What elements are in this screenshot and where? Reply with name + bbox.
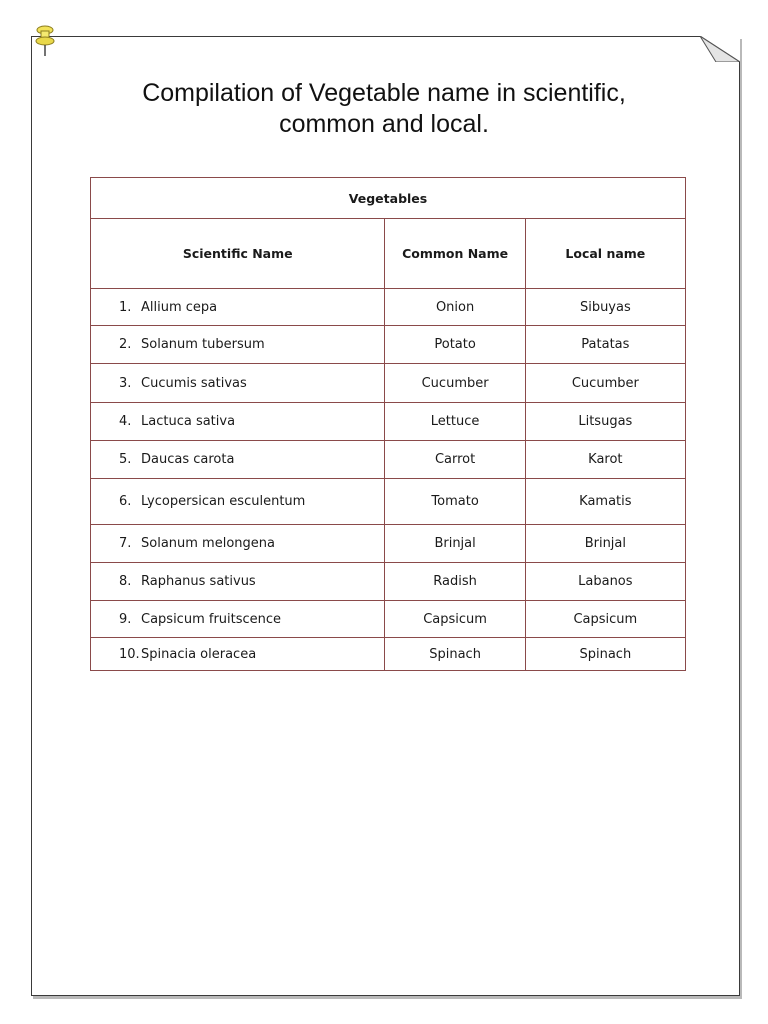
- scientific-name-text: Solanum tubersum: [141, 337, 265, 352]
- cell-scientific-name: [91, 326, 385, 364]
- cell-local-name: Spinach: [525, 638, 685, 671]
- cell-common-name: Capsicum: [385, 601, 525, 638]
- cell-common-name: Spinach: [385, 638, 525, 671]
- row-number: 10.: [119, 646, 140, 662]
- row-number: 6.: [119, 494, 132, 509]
- group-header-vegetables: Vegetables: [91, 178, 686, 219]
- document-title: [0, 78, 768, 140]
- table-row: [91, 601, 686, 638]
- pushpin-icon: [34, 24, 56, 58]
- cell-scientific-name: [91, 289, 385, 326]
- table-row: [91, 563, 686, 601]
- cell-common-name: Onion: [385, 289, 525, 326]
- scientific-name-text: Raphanus sativus: [141, 574, 256, 589]
- row-number: 1.: [119, 299, 132, 315]
- cell-local-name: Brinjal: [525, 525, 685, 563]
- table-row: [91, 479, 686, 525]
- table-body: [91, 289, 686, 671]
- table-row: [91, 525, 686, 563]
- cell-common-name: Tomato: [385, 479, 525, 525]
- cell-local-name: Karot: [525, 441, 685, 479]
- column-header-local: Local name: [525, 219, 685, 289]
- cell-scientific-name: [91, 563, 385, 601]
- table-row: [91, 289, 686, 326]
- table-row: [91, 441, 686, 479]
- cell-local-name: Labanos: [525, 563, 685, 601]
- cell-local-name: Capsicum: [525, 601, 685, 638]
- cell-common-name: Radish: [385, 563, 525, 601]
- table-row: [91, 326, 686, 364]
- cell-common-name: Lettuce: [385, 403, 525, 441]
- cell-scientific-name: [91, 479, 385, 525]
- cell-common-name: Potato: [385, 326, 525, 364]
- scientific-name-text: Spinacia oleracea: [141, 646, 257, 662]
- column-header-common: Common Name: [385, 219, 525, 289]
- row-number: 5.: [119, 452, 132, 467]
- scientific-name-text: Daucas carota: [141, 452, 235, 467]
- scientific-name-text: Lactuca sativa: [141, 414, 236, 429]
- cell-common-name: Cucumber: [385, 364, 525, 403]
- page-fold-icon: [700, 36, 740, 62]
- cell-local-name: Cucumber: [525, 364, 685, 403]
- table-row: [91, 364, 686, 403]
- row-number: 9.: [119, 611, 132, 627]
- cell-local-name: Kamatis: [525, 479, 685, 525]
- scientific-name-text: Cucumis sativas: [141, 375, 247, 391]
- row-number: 7.: [119, 536, 132, 551]
- vegetable-table: [90, 177, 686, 671]
- cell-local-name: Litsugas: [525, 403, 685, 441]
- row-number: 8.: [119, 574, 132, 589]
- scientific-name-text: Allium cepa: [141, 299, 218, 315]
- table-column-header-row: [91, 219, 686, 289]
- row-number: 3.: [119, 375, 132, 391]
- cell-scientific-name: [91, 364, 385, 403]
- cell-scientific-name: [91, 525, 385, 563]
- row-number: 2.: [119, 337, 132, 352]
- table-row: [91, 638, 686, 671]
- title-line-1: Compilation of Vegetable name in scientific,: [142, 79, 626, 107]
- title-line-2: common and local.: [279, 110, 489, 138]
- cell-common-name: Brinjal: [385, 525, 525, 563]
- scientific-name-text: Capsicum fruitscence: [141, 611, 282, 627]
- cell-scientific-name: [91, 403, 385, 441]
- column-header-scientific: Scientific Name: [91, 219, 385, 289]
- cell-scientific-name: [91, 638, 385, 671]
- cell-scientific-name: [91, 441, 385, 479]
- cell-common-name: Carrot: [385, 441, 525, 479]
- cell-local-name: Sibuyas: [525, 289, 685, 326]
- table-row: [91, 403, 686, 441]
- scientific-name-text: Solanum melongena: [141, 536, 275, 551]
- cell-local-name: Patatas: [525, 326, 685, 364]
- scientific-name-text: Lycopersican esculentum: [141, 494, 306, 509]
- row-number: 4.: [119, 414, 132, 429]
- table-group-header-row: [91, 178, 686, 219]
- cell-scientific-name: [91, 601, 385, 638]
